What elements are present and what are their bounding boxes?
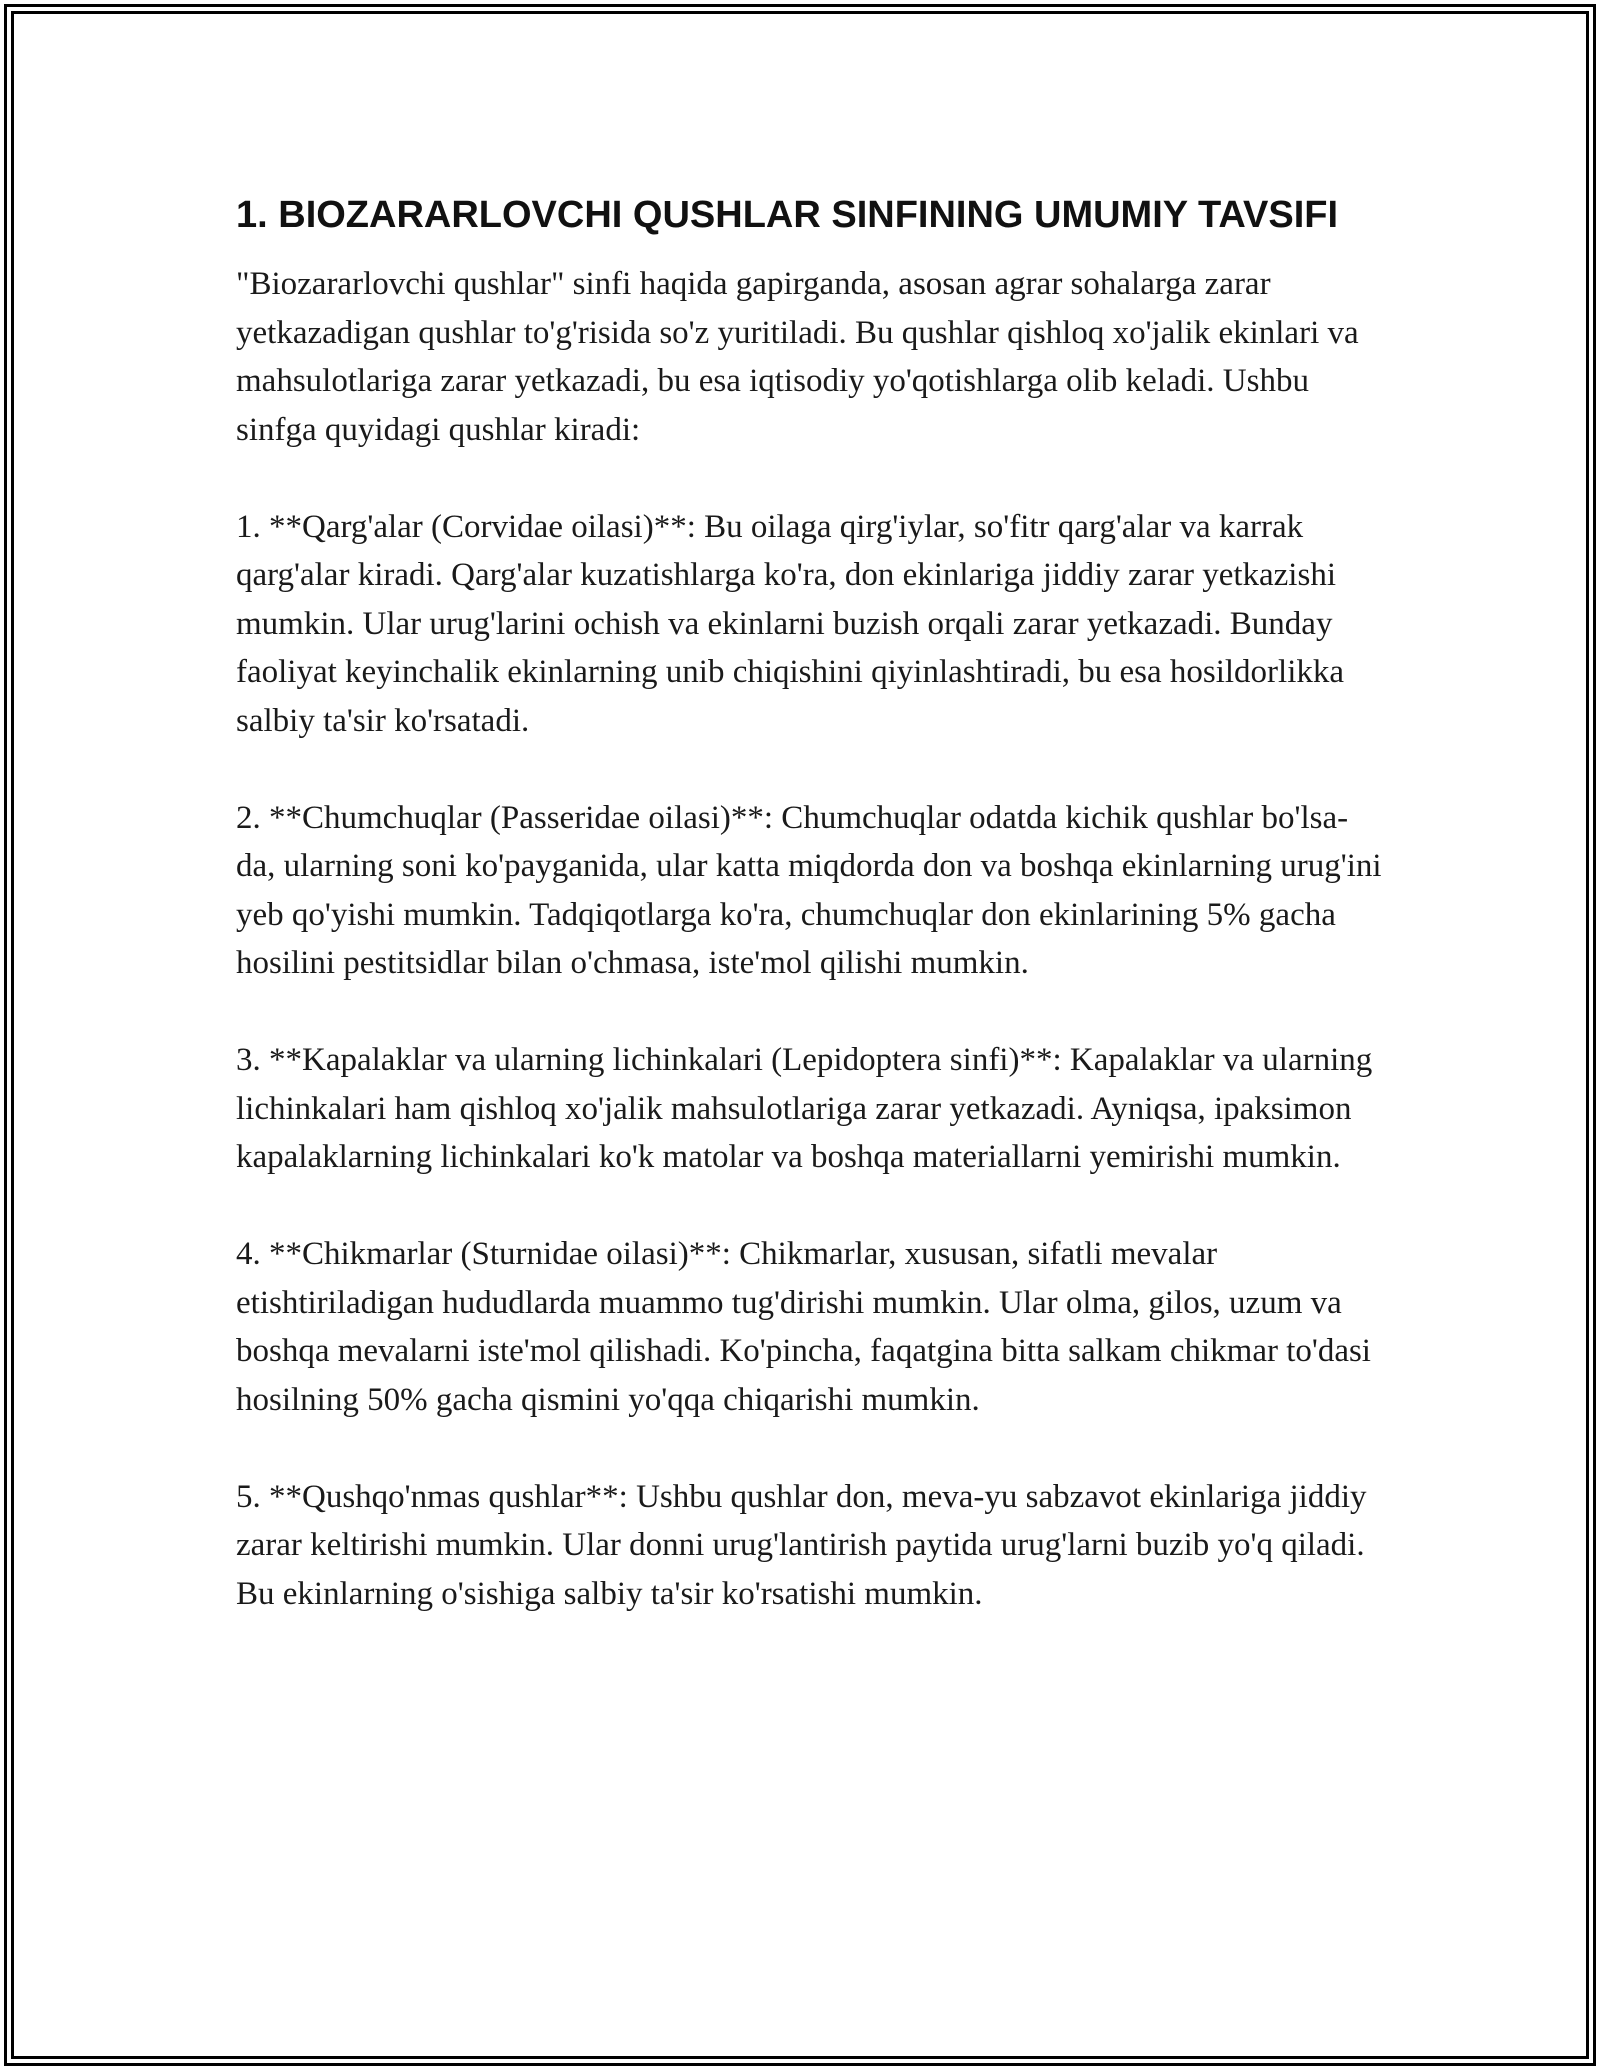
paragraph-qushqonmas: 5. **Qushqo'nmas qushlar**: Ushbu qushlar don, meva-yu sabzavot ekinlariga jiddiy zarar keltirishi mumkin. Ular donni urug'lantirish paytida urug'larni buzib yo'q qiladi. Bu ekinlarning o'sishiga salbiy ta'sir ko'rsatishi mumkin. bbox=[236, 1478, 1367, 1612]
paragraph-sturnidae: 4. **Chikmarlar (Sturnidae oilasi)**: Chikmarlar, xususan, sifatli mevalar etishtiriladigan hududlarda muammo tug'dirishi mumkin. Ular olma, gilos, uzum va boshqa mevalarni iste'mol qilishadi. Ko'pincha, faqatgina bitta salkam chikmar to'dasi hosilning 50% gacha qismini yo'qqa chiqarishi mumkin. bbox=[236, 1236, 1371, 1418]
document-title: 1. BIOZARARLOVCHI QUSHLAR SINFINING UMUMIY TAVSIFI bbox=[236, 194, 1339, 236]
paragraph-lepidoptera: 3. **Kapalaklar va ularning lichinkalari (Lepidoptera sinfi)**: Kapalaklar va ularning lichinkalari ham qishloq xo'jalik mahsulotlariga zarar yetkazadi. Ayniqsa, ipaksimon kapalaklarning lichinkalari ko'k matolar va boshqa materiallarni yemirishi mumkin. bbox=[236, 1042, 1373, 1175]
paragraph-passeridae: 2. **Chumchuqlar (Passeridae oilasi)**: Chumchuqlar odatda kichik qushlar bo'lsa-da, ularning soni ko'payganida, ular katta miqdorda don va boshqa ekinlarning urug'ini yeb qo'yishi mumkin. Tadqiqotlarga ko'ra, chumchuqlar don ekinlarining 5% gacha hosilini pestitsidlar bilan o'chmasa, iste'mol qilishi mumkin. bbox=[236, 799, 1382, 981]
paragraph-corvidae: 1. **Qarg'alar (Corvidae oilasi)**: Bu oilaga qirg'iylar, so'fitr qarg'alar va karrak qarg'alar kiradi. Qarg'alar kuzatishlarga ko'ra, don ekinlariga jiddiy zarar yetkazishi mumkin. Ular urug'larini ochish va ekinlarni buzish orqali zarar yetkazadi. Bunday faoliyat keyinchalik ekinlarning unib chiqishini qiyinlashtiradi, bu esa hosildorlikka salbiy ta'sir ko'rsatadi. bbox=[236, 508, 1345, 739]
intro-paragraph: "Biozararlovchi qushlar" sinfi haqida gapirganda, asosan agrar sohalarga zarar yetkazadigan qushlar to'g'risida so'z yuritiladi. Bu qushlar qishloq xo'jalik ekinlari va mahsulotlariga zarar yetkazadi, bu esa iqtisodiy yo'qotishlarga olib keladi. Ushbu sinfga quyidagi qushlar kiradi: bbox=[236, 266, 1359, 448]
document-body bbox=[236, 188, 1386, 1667]
